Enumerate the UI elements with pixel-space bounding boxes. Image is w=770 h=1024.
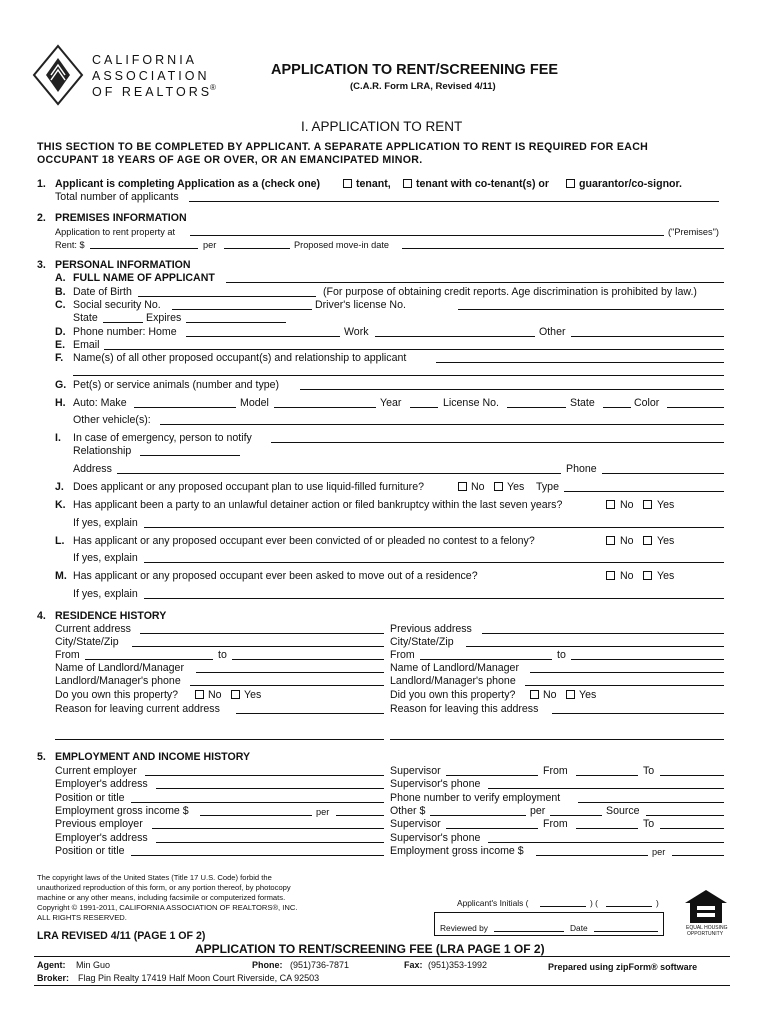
eviction-explain-label: If yes, explain	[73, 588, 138, 600]
employment-to-field[interactable]	[660, 775, 724, 776]
equal-housing-icon	[684, 889, 728, 925]
row-k-letter: K.	[55, 499, 66, 511]
form-subtitle: (C.A.R. Form LRA, Revised 4/11)	[350, 81, 496, 92]
felony-no-label: No	[620, 535, 634, 547]
eviction-no-checkbox[interactable]	[606, 571, 615, 580]
felony-yes-checkbox[interactable]	[643, 536, 652, 545]
auto-model-field[interactable]	[274, 407, 376, 408]
prev-position-field[interactable]	[131, 855, 384, 856]
prev-gross-income-period-field[interactable]	[672, 855, 724, 856]
employment-to-label: To	[643, 765, 655, 777]
emergency-address-field[interactable]	[117, 473, 561, 474]
prepared-by: Prepared using zipForm® software	[548, 962, 698, 972]
current-address-label: Current address	[55, 623, 131, 635]
reason-previous-label: Reason for leaving this address	[390, 703, 539, 715]
furniture-question: Does applicant or any proposed occupant plan to use liquid-filled furniture?	[73, 481, 424, 493]
eviction-yes-checkbox[interactable]	[643, 571, 652, 580]
copyright-line-2: unauthorized reproduction of this form, or any portion thereof, by photocopy	[37, 883, 291, 892]
current-employer-field[interactable]	[145, 775, 384, 776]
row-d-letter: D.	[55, 326, 66, 338]
current-city-label: City/State/Zip	[55, 636, 119, 648]
copyright-notice	[37, 873, 357, 923]
eviction-explain-field[interactable]	[144, 598, 724, 599]
detainer-question: Has applicant been a party to an unlawful detainer action or filed bankruptcy within the last seven years?	[73, 499, 563, 511]
own-previous-label: Did you own this property?	[390, 689, 516, 701]
dob-field[interactable]	[138, 296, 316, 297]
felony-explain-label: If yes, explain	[73, 552, 138, 564]
other-income-period-field[interactable]	[550, 815, 602, 816]
ssn-field[interactable]	[172, 309, 312, 310]
guarantor-checkbox[interactable]	[566, 179, 575, 188]
verify-phone-label: Phone number to verify employment	[390, 792, 561, 804]
prev-supervisor-phone-label: Supervisor's phone	[390, 832, 481, 844]
previous-address-label: Previous address	[390, 623, 472, 635]
other-vehicles-label: Other vehicle(s):	[73, 414, 151, 426]
item1-number: 1.	[37, 178, 46, 190]
item2-number: 2.	[37, 212, 46, 224]
detainer-yes-checkbox[interactable]	[643, 500, 652, 509]
property-address-field[interactable]	[190, 235, 664, 236]
reason-previous-field[interactable]	[552, 713, 724, 714]
tenant-label: tenant,	[356, 178, 391, 190]
auto-year-label: Year	[380, 397, 402, 409]
item3-number: 3.	[37, 259, 46, 271]
rent-period-field[interactable]	[224, 248, 290, 249]
felony-yes-label: Yes	[657, 535, 675, 547]
dob-note: (For purpose of obtaining credit reports. Age discrimination is prohibited by law.)	[323, 286, 697, 298]
supervisor-phone-field[interactable]	[488, 788, 724, 789]
equal-housing-logo	[684, 889, 728, 939]
eviction-question: Has applicant or any proposed occupant ever been asked to move out of a residence?	[73, 570, 478, 582]
initials-separator: ) (	[590, 898, 598, 908]
other-income-per-label: per	[530, 805, 546, 817]
detainer-no-checkbox[interactable]	[606, 500, 615, 509]
current-from-label: From	[55, 649, 80, 661]
agent-label: Agent:	[37, 960, 66, 970]
employer-address-label: Employer's address	[55, 778, 148, 790]
emergency-phone-field[interactable]	[602, 473, 724, 474]
prev-gross-income-field[interactable]	[536, 855, 648, 856]
full-name-label: FULL NAME OF APPLICANT	[73, 272, 215, 284]
own-previous-yes-label: Yes	[579, 689, 597, 701]
revision-label: LRA REVISED 4/11 (PAGE 1 OF 2)	[37, 930, 206, 942]
email-field[interactable]	[104, 349, 724, 350]
work-phone-label: Work	[344, 326, 369, 338]
felony-explain-field[interactable]	[144, 562, 724, 563]
work-phone-field[interactable]	[375, 336, 535, 337]
item4-number: 4.	[37, 610, 46, 622]
relationship-field[interactable]	[140, 455, 240, 456]
guarantor-label: guarantor/co-signor.	[579, 178, 683, 190]
row-c-letter: C.	[55, 299, 66, 311]
prev-supervisor-label: Supervisor	[390, 818, 441, 830]
auto-state-label: State	[570, 397, 595, 409]
initials-field-2[interactable]	[606, 906, 652, 907]
rent-per-label: per	[203, 240, 217, 250]
agent-name: Min Guo	[76, 960, 111, 970]
previous-city-field[interactable]	[466, 646, 724, 647]
dl-state-field[interactable]	[103, 322, 143, 323]
copyright-line-1: The copyright laws of the United States (Title 17 U.S. Code) forbid the	[37, 873, 272, 882]
other-vehicles-field[interactable]	[160, 424, 724, 425]
fax-label: Fax:	[404, 960, 423, 970]
occupants-field[interactable]	[436, 362, 724, 363]
drivers-license-label: Driver's license No.	[315, 299, 406, 311]
own-current-no-label: No	[208, 689, 222, 701]
eviction-yes-label: Yes	[657, 570, 675, 582]
occupants-label: Name(s) of all other proposed occupant(s) and relationship to applicant	[73, 352, 407, 364]
furniture-no-checkbox[interactable]	[458, 482, 467, 491]
furniture-yes-checkbox[interactable]	[494, 482, 503, 491]
prev-gross-income-label: Employment gross income $	[390, 845, 524, 857]
previous-landlord-phone-label: Landlord/Manager's phone	[390, 675, 516, 687]
furniture-no-label: No	[471, 481, 485, 493]
dl-expires-field[interactable]	[186, 322, 286, 323]
previous-from-field[interactable]	[420, 659, 552, 660]
reason-previous-field-2[interactable]	[390, 739, 724, 740]
row-j-letter: J.	[55, 481, 64, 493]
auto-model-label: Model	[240, 397, 269, 409]
current-landlord-field[interactable]	[196, 672, 384, 673]
license-no-label: License No.	[443, 397, 499, 409]
emergency-contact-field[interactable]	[271, 442, 724, 443]
previous-landlord-field[interactable]	[530, 672, 724, 673]
row-h-letter: H.	[55, 397, 66, 409]
property-address-label: Application to rent property at	[55, 227, 176, 237]
movein-label: Proposed move-in date	[294, 240, 389, 250]
previous-employer-label: Previous employer	[55, 818, 143, 830]
emergency-address-label: Address	[73, 463, 112, 475]
section-title: I. APPLICATION TO RENT	[301, 119, 463, 134]
own-current-no-checkbox[interactable]	[195, 690, 204, 699]
review-date-label: Date	[570, 923, 588, 933]
review-date-field[interactable]	[594, 931, 658, 932]
prev-gross-income-per-label: per	[652, 847, 666, 857]
own-previous-no-label: No	[543, 689, 557, 701]
current-to-label: to	[218, 649, 227, 661]
rent-label: Rent: $	[55, 240, 85, 250]
row-g-letter: G.	[55, 379, 67, 391]
position-field[interactable]	[131, 802, 384, 803]
previous-landlord-phone-field[interactable]	[525, 685, 724, 686]
prev-employment-to-field[interactable]	[660, 828, 724, 829]
item3-title: PERSONAL INFORMATION	[55, 259, 191, 271]
previous-to-field[interactable]	[571, 659, 724, 660]
home-phone-label: Phone number: Home	[73, 326, 177, 338]
row-m-letter: M.	[55, 570, 67, 582]
email-label: Email	[73, 339, 100, 351]
furniture-yes-label: Yes	[507, 481, 525, 493]
dl-expires-label: Expires	[146, 312, 182, 324]
other-income-label: Other $	[390, 805, 426, 817]
row-b-letter: B.	[55, 286, 66, 298]
agent-phone: (951)736-7871	[290, 960, 350, 970]
emergency-contact-label: In case of emergency, person to notify	[73, 432, 252, 444]
auto-make-label: Auto: Make	[73, 397, 127, 409]
previous-city-label: City/State/Zip	[390, 636, 454, 648]
ssn-label: Social security No.	[73, 299, 161, 311]
pets-label: Pet(s) or service animals (number and type)	[73, 379, 280, 391]
supervisor-phone-label: Supervisor's phone	[390, 778, 481, 790]
detainer-yes-label: Yes	[657, 499, 675, 511]
total-applicants-label: Total number of applicants	[55, 191, 179, 203]
copyright-line-3: machine or any other means, including facsimile or computerized formats.	[37, 893, 286, 902]
dob-label: Date of Birth	[73, 286, 132, 298]
other-phone-field[interactable]	[571, 336, 724, 337]
current-to-field[interactable]	[232, 659, 384, 660]
broker-label: Broker:	[37, 973, 70, 983]
logo-mark-icon	[32, 44, 84, 106]
logo-line-2: ASSOCIATION	[92, 69, 210, 83]
rent-field[interactable]	[90, 248, 198, 249]
co-tenant-label: tenant with co-tenant(s) or	[416, 178, 550, 190]
item5-title: EMPLOYMENT AND INCOME HISTORY	[55, 751, 251, 763]
other-income-field[interactable]	[430, 815, 526, 816]
own-current-yes-label: Yes	[244, 689, 262, 701]
initials-label: Applicant's Initials (	[457, 898, 529, 908]
reason-current-field[interactable]	[236, 713, 384, 714]
total-applicants-field[interactable]	[189, 201, 719, 202]
previous-employer-field[interactable]	[152, 828, 384, 829]
agent-fax: (951)353-1992	[428, 960, 488, 970]
gross-income-period-field[interactable]	[336, 815, 384, 816]
prev-employer-address-field[interactable]	[156, 842, 384, 843]
initials-field-1[interactable]	[540, 906, 586, 907]
prev-employment-to-label: To	[643, 818, 655, 830]
own-current-label: Do you own this property?	[55, 689, 179, 701]
employment-from-field[interactable]	[576, 775, 638, 776]
prev-employment-from-field[interactable]	[576, 828, 638, 829]
current-employer-label: Current employer	[55, 765, 137, 777]
initials-close: )	[656, 898, 659, 908]
reviewed-by-label: Reviewed by	[440, 923, 488, 933]
item5-number: 5.	[37, 751, 46, 763]
prev-position-label: Position or title	[55, 845, 125, 857]
form-title: APPLICATION TO RENT/SCREENING FEE	[271, 62, 559, 78]
co-tenant-checkbox[interactable]	[403, 179, 412, 188]
current-city-field[interactable]	[132, 646, 384, 647]
item4-title: RESIDENCE HISTORY	[55, 610, 167, 622]
previous-address-field[interactable]	[482, 633, 724, 634]
employment-from-label: From	[543, 765, 568, 777]
row-e-letter: E.	[55, 339, 66, 351]
car-logo	[32, 44, 232, 108]
row-l-letter: L.	[55, 535, 65, 547]
auto-color-field[interactable]	[667, 407, 724, 408]
own-current-yes-checkbox[interactable]	[231, 690, 240, 699]
verify-phone-field[interactable]	[578, 802, 724, 803]
detainer-no-label: No	[620, 499, 634, 511]
current-address-field[interactable]	[140, 633, 384, 634]
prev-supervisor-field[interactable]	[446, 828, 538, 829]
gross-income-per-label: per	[316, 807, 330, 817]
logo-line-3: OF REALTORS	[92, 85, 213, 99]
furniture-type-label: Type	[536, 481, 559, 493]
furniture-type-field[interactable]	[564, 491, 724, 492]
full-name-field[interactable]	[226, 282, 724, 283]
position-label: Position or title	[55, 792, 125, 804]
eho-line-1: EQUAL HOUSING	[686, 925, 728, 931]
item2-title: PREMISES INFORMATION	[55, 212, 187, 224]
auto-year-field[interactable]	[410, 407, 438, 408]
current-landlord-phone-field[interactable]	[190, 685, 384, 686]
emergency-phone-label: Phone	[566, 463, 597, 475]
felony-no-checkbox[interactable]	[606, 536, 615, 545]
row-f-letter: F.	[55, 352, 64, 364]
logo-reg: ®	[210, 83, 216, 92]
detainer-explain-label: If yes, explain	[73, 517, 138, 529]
item1-text: Applicant is completing Application as a (check one)	[55, 178, 321, 190]
row-a-letter: A.	[55, 272, 66, 284]
detainer-explain-field[interactable]	[144, 527, 724, 528]
section-intro-2: OCCUPANT 18 YEARS OF AGE OR OVER, OR AN EMANCIPATED MINOR.	[37, 154, 423, 166]
gross-income-label: Employment gross income $	[55, 805, 189, 817]
occupants-field-2[interactable]	[73, 375, 724, 376]
felony-question: Has applicant or any proposed occupant ever been convicted of or pleaded no contest to a felony?	[73, 535, 535, 547]
copyright-line-4: Copyright © 1991-2011, CALIFORNIA ASSOCIATION OF REALTORS®, INC.	[37, 903, 298, 912]
supervisor-label: Supervisor	[390, 765, 441, 777]
drivers-license-field[interactable]	[458, 309, 724, 310]
prev-employment-from-label: From	[543, 818, 568, 830]
previous-to-label: to	[557, 649, 566, 661]
eho-line-2: OPPORTUNITY	[687, 931, 724, 937]
pets-field[interactable]	[300, 389, 724, 390]
employer-address-field[interactable]	[156, 788, 384, 789]
other-phone-label: Other	[539, 326, 566, 338]
broker-info: Flag Pin Realty 17419 Half Moon Court Riverside, CA 92503	[78, 973, 320, 983]
license-no-field[interactable]	[507, 407, 566, 408]
prev-employer-address-label: Employer's address	[55, 832, 148, 844]
prev-supervisor-phone-field[interactable]	[488, 842, 724, 843]
auto-state-field[interactable]	[603, 407, 631, 408]
reviewed-by-field[interactable]	[494, 931, 564, 932]
premises-label: ("Premises")	[668, 227, 719, 237]
relationship-label: Relationship	[73, 445, 132, 457]
supervisor-field[interactable]	[446, 775, 538, 776]
copyright-line-5: ALL RIGHTS RESERVED.	[37, 913, 127, 922]
other-income-source-label: Source	[606, 805, 640, 817]
current-landlord-phone-label: Landlord/Manager's phone	[55, 675, 181, 687]
current-from-field[interactable]	[85, 659, 213, 660]
other-income-source-field[interactable]	[646, 815, 724, 816]
own-previous-no-checkbox[interactable]	[530, 690, 539, 699]
section-intro-1: THIS SECTION TO BE COMPLETED BY APPLICANT. A SEPARATE APPLICATION TO RENT IS REQUIRED FOR EACH	[37, 141, 649, 153]
current-landlord-label: Name of Landlord/Manager	[55, 662, 184, 674]
page-footer-title: APPLICATION TO RENT/SCREENING FEE (LRA PAGE 1 OF 2)	[195, 942, 545, 956]
gross-income-field[interactable]	[200, 815, 312, 816]
auto-color-label: Color	[634, 397, 660, 409]
movein-field[interactable]	[402, 248, 724, 249]
logo-line-1: CALIFORNIA	[92, 53, 198, 67]
auto-make-field[interactable]	[134, 407, 236, 408]
tenant-checkbox[interactable]	[343, 179, 352, 188]
reason-current-field-2[interactable]	[55, 739, 384, 740]
own-previous-yes-checkbox[interactable]	[566, 690, 575, 699]
eviction-no-label: No	[620, 570, 634, 582]
reason-current-label: Reason for leaving current address	[55, 703, 220, 715]
dl-state-label: State	[73, 312, 98, 324]
previous-from-label: From	[390, 649, 415, 661]
row-i-letter: I.	[55, 432, 61, 444]
previous-landlord-label: Name of Landlord/Manager	[390, 662, 519, 674]
phone-label: Phone:	[252, 960, 283, 970]
home-phone-field[interactable]	[186, 336, 340, 337]
